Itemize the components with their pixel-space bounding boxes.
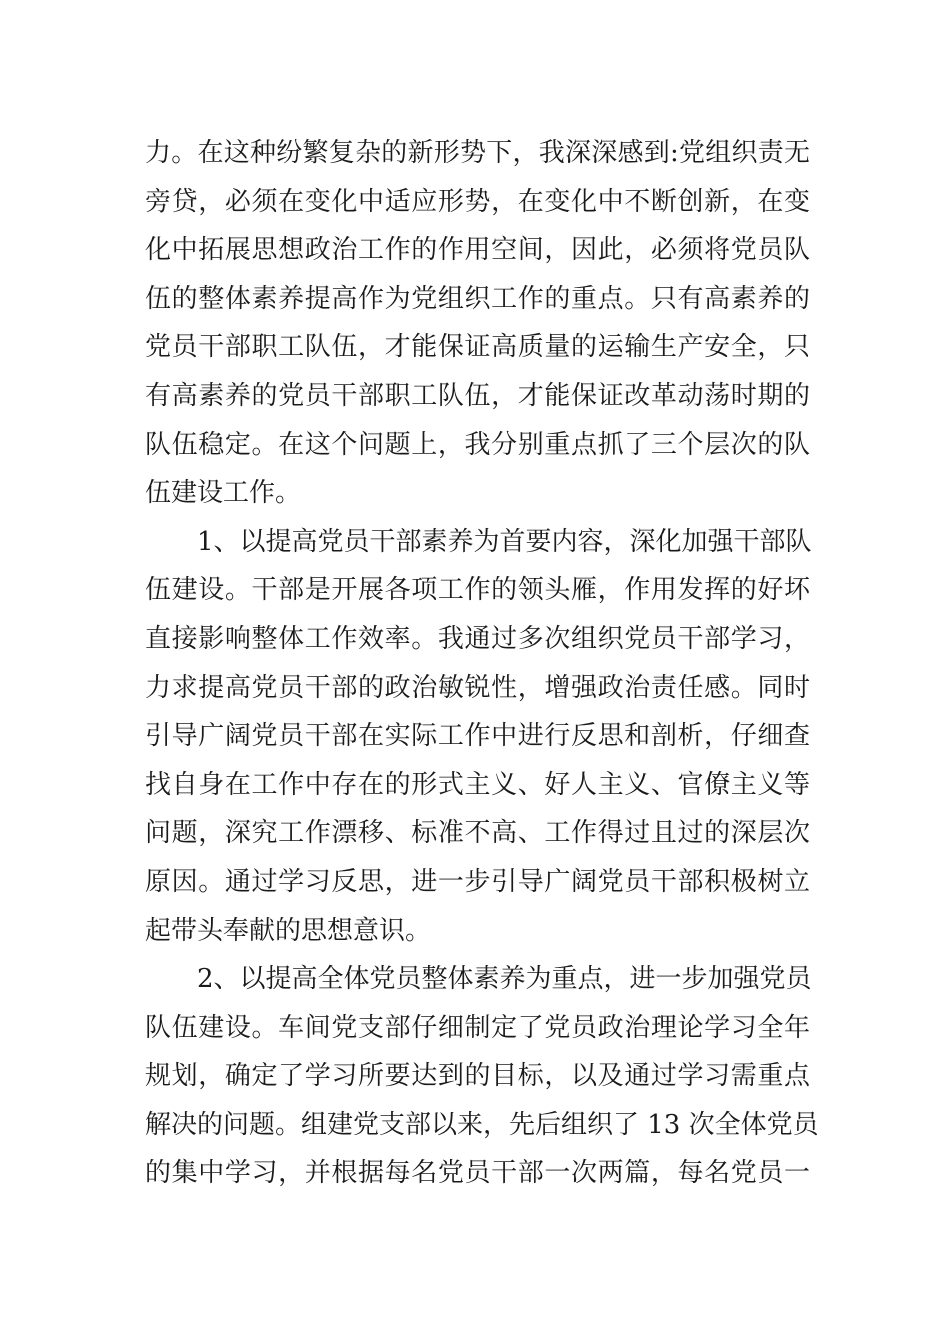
text-line: 的集中学习，并根据每名党员干部一次两篇，每名党员一: [145, 1158, 810, 1189]
text-line: 原因。通过学习反思，进一步引导广阔党员干部积极树立: [145, 866, 810, 897]
text-line: 解决的问题。组建党支部以来，先后组织了 13 次全体党员: [145, 1109, 819, 1140]
text-line: 化中拓展思想政治工作的作用空间，因此，必须将党员队: [145, 235, 810, 266]
text-line: 找自身在工作中存在的形式主义、好人主义、官僚主义等: [145, 769, 810, 800]
paragraph-item-2: [145, 955, 819, 1198]
paragraph-continuation: [145, 129, 810, 518]
text-line: 力。在这种纷繁复杂的新形势下，我深深感到:党组织责无: [145, 138, 810, 168]
text-line: 直接影响整体工作效率。我通过多次组织党员干部学习，: [145, 623, 810, 654]
text-line: 伍的整体素养提高作为党组织工作的重点。只有高素养的: [145, 283, 810, 314]
text-line: 队伍建设。车间党支部仔细制定了党员政治理论学习全年: [145, 1012, 810, 1043]
text-line: 伍建设工作。: [145, 478, 302, 509]
document-page: [145, 129, 819, 1198]
text-line: 伍建设。干部是开展各项工作的领头雁，作用发挥的好坏: [145, 575, 810, 606]
text-line: 规划，确定了学习所要达到的目标，以及通过学习需重点: [145, 1061, 810, 1092]
text-line: 旁贷，必须在变化中适应形势，在变化中不断创新，在变: [145, 186, 810, 217]
text-line: 1、以提高党员干部素养为首要内容，深化加强干部队: [197, 526, 812, 557]
paragraph-item-1: [145, 518, 810, 955]
text-line: 起带头奉献的思想意识。: [145, 915, 432, 946]
text-line: 力求提高党员干部的政治敏锐性，增强政治责任感。同时: [145, 672, 810, 703]
text-line: 队伍稳定。在这个问题上，我分别重点抓了三个层次的队: [145, 429, 810, 460]
text-line: 党员干部职工队伍，才能保证高质量的运输生产安全，只: [145, 332, 810, 363]
text-line: 问题，深究工作漂移、标准不高、工作得过且过的深层次: [145, 818, 810, 849]
text-line: 2、以提高全体党员整体素养为重点，进一步加强党员: [197, 964, 812, 995]
text-line: 有高素养的党员干部职工队伍，才能保证改革动荡时期的: [145, 380, 810, 411]
text-line: 引导广阔党员干部在实际工作中进行反思和剖析，仔细查: [145, 721, 810, 752]
